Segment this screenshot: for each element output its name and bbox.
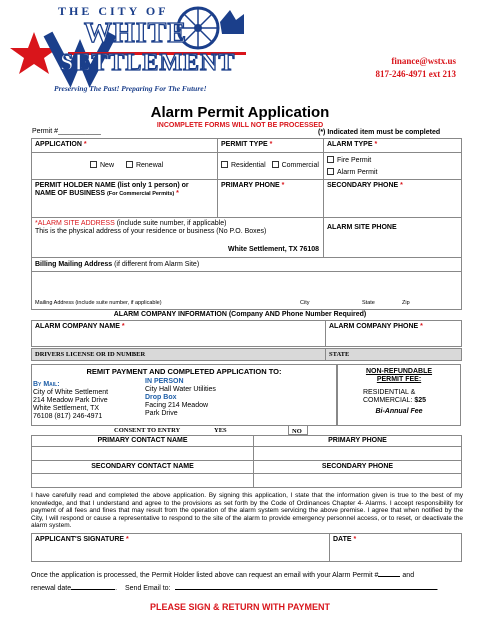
billing-address-field[interactable] [32,258,462,310]
consent-label: CONSENT TO ENTRY [114,427,181,434]
billing-label: Billing Mailing Address [35,261,113,269]
permit-number-value: ___________ [58,128,101,135]
secondary-phone-contact-field[interactable]: SECONDARY PHONE [254,461,462,474]
contact-phone: 817-246-4971 ext 213 [375,69,456,79]
primary-contact-field[interactable]: PRIMARY CONTACT NAME [32,436,254,447]
alarm-company-phone-field[interactable]: ALARM COMPANY PHONE * [326,321,462,347]
alarm-company-table [31,320,462,347]
incomplete-notice: INCOMPLETE FORMS WILL NOT BE PROCESSED [156,122,324,129]
footer-notice: PLEASE SIGN & RETURN WITH PAYMENT [149,602,330,612]
signature-field[interactable]: APPLICANT'S SIGNATURE * [32,534,330,562]
primary-phone-contact-field[interactable]: PRIMARY PHONE [254,436,462,447]
fee-line-1: RESIDENTIAL & [363,388,416,396]
drop-box-label: Drop Box [145,394,177,402]
secondary-contact-input[interactable] [32,474,254,488]
logo-main-text-1: WHITE [84,18,188,49]
processed-text: Once the application is processed, the Permit Holder listed above can request an email with your Alarm Permit # and [31,572,415,579]
fee-line-2: COMMERCIAL: [363,397,413,405]
in-person [145,378,216,418]
required-note: (*) Indicated item must be completed [318,129,441,136]
logo-tagline: Preserving The Past! Preparing For The Future! [54,84,207,93]
by-mail-line: 76108 (817) 246-4971 [33,413,103,421]
by-mail-line: White Settlement, TX [33,405,100,413]
alarm-type-header: ALARM TYPE * [324,139,462,153]
fee-amount: $25 [414,397,427,405]
logo-main-text-2: SETTLEMENT [60,50,236,76]
application-table [31,138,462,310]
by-mail-line: City of White Settlement [33,389,109,397]
primary-contact-input[interactable] [32,447,254,461]
contacts-table [31,435,462,488]
primary-phone-field[interactable]: PRIMARY PHONE * [218,180,324,218]
holder-name-field[interactable]: PERMIT HOLDER NAME (list only 1 person) or NAME OF BUSINESS (For Commercial Permits) * [32,180,218,218]
fee-title-2: PERMIT FEE: [376,376,422,384]
secondary-phone-input[interactable] [254,474,462,488]
date-field[interactable]: DATE * [330,534,462,562]
permit-number-blank[interactable] [378,576,400,577]
new-label: New [100,162,115,169]
in-person-line: City Hall Water Utilities [145,386,216,394]
remit-text: REMIT PAYMENT AND COMPLETED APPLICATION TO: [86,367,282,376]
residential-checkbox[interactable] [221,161,228,168]
renewal-label: Renewal [135,162,164,169]
permit-number-label: Permit # [32,128,59,135]
alarm-site-phone-field[interactable]: ALARM SITE PHONE [324,218,462,258]
secondary-phone-field[interactable]: SECONDARY PHONE * [324,180,462,218]
commercial-label: Commercial [281,162,319,169]
drop-box-line: Park Drive [145,410,178,418]
state-label: State [362,299,375,306]
city-logo [8,4,260,96]
state-id-field[interactable]: STATE [326,349,462,361]
consent-no[interactable]: NO [292,428,302,435]
permit-type-header: PERMIT TYPE * [218,139,324,153]
by-mail-line: 214 Meadow Park Drive [33,397,108,405]
by-mail-label: By Mail: [33,381,60,388]
alarm-permit-checkbox[interactable] [327,168,334,175]
contact-email: finance@wstx.us [391,56,456,66]
alarm-company-info: ALARM COMPANY INFORMATION (Company AND Phone Number Required) [113,311,367,318]
city-label: City [300,299,310,306]
business-name-label: NAME OF BUSINESS [35,190,106,198]
send-email-blank[interactable] [175,589,437,590]
city-state-zip: White Settlement, TX 76108 [227,246,319,254]
mailing-address-label: Mailing Address (include suite number, if applicable) [35,299,162,306]
new-checkbox[interactable] [90,161,97,168]
primary-phone-input[interactable] [254,447,462,461]
renewal-date-blank[interactable] [71,589,115,590]
fee-frequency: Bi-Annual Fee [375,407,423,415]
commercial-checkbox[interactable] [272,161,279,168]
renewal-line: renewal date . Send Email to: . [31,585,439,592]
agreement-statement: I have carefully read and completed the above application. By signing this application, I state that the information given is true to the best of my knowledge, and that I understand and agree to the provisions as set forth by the Code of Ordinances Chapter 4- Alarms. I accept responsibility for payment of all fees and fines that may result from the operation of the alarm system servicing the above premise. I agree that when notified by the City, I will respond or cause a representative to respond to the site of the alarm to provide emergency personnel access, or to reset, or deactivate the alarm system. [31,492,463,530]
secondary-contact-field[interactable]: SECONDARY CONTACT NAME [32,461,254,474]
in-person-label: IN PERSON [145,378,184,385]
drop-box-line: Facing 214 Meadow [145,402,209,410]
logo-top-text: THE CITY OF [58,4,169,18]
application-header: APPLICATION * [32,139,218,153]
fee-title-1: NON-REFUNDABLE [365,368,433,375]
by-mail [33,381,108,421]
billing-note: (if different from Alarm Site) [114,261,200,269]
site-address-field[interactable]: *ALARM SITE ADDRESS (include suite number, if applicable) This is the physical address of your residence or business (No P.O. Boxes) White Settlement, TX 76108 [32,218,324,258]
drivers-license-table [31,348,462,361]
fire-permit-checkbox[interactable] [327,156,334,163]
renewal-checkbox[interactable] [126,161,133,168]
consent-no-box[interactable] [288,425,308,435]
commercial-permits-note: (For Commercial Permits) [106,191,175,198]
fire-permit-label: Fire Permit [337,157,372,164]
holder-name-label: PERMIT HOLDER NAME (list only 1 person) or [35,182,189,190]
zip-label: Zip [402,299,410,306]
signature-table [31,533,462,562]
consent-yes[interactable]: YES [214,427,227,434]
page-title: Alarm Permit Application [150,104,330,121]
alarm-company-name-field[interactable]: ALARM COMPANY NAME * [32,321,326,347]
residential-label: Residential [231,162,266,169]
permit-number [32,128,101,135]
drivers-license-field[interactable]: DRIVERS LICENSE OR ID NUMBER [32,349,326,361]
site-address-desc: This is the physical address of your residence or business (No P.O. Boxes) [35,228,267,236]
fee-box [337,364,461,426]
alarm-permit-label: Alarm Permit [337,169,378,177]
